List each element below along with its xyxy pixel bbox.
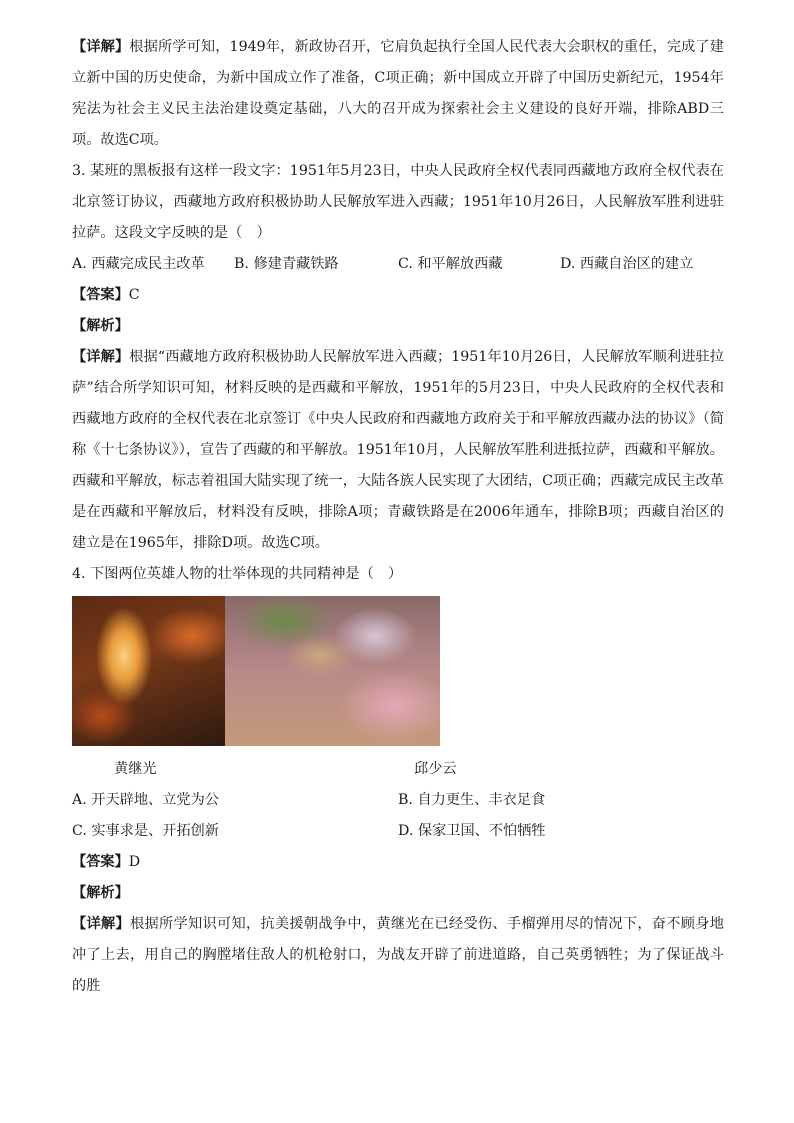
detail-text: 根据所学可知，1949年，新政协召开，它肩负起执行全国人民代表大会职权的重任，完成了建立新中国的历史使命，为新中国成立作了准备，C项正确；新中国成立开辟了中国历史新纪元，1954年宪法为社会主义民主法治建设奠定基础，八大的召开成为探索社会主义建设的良好开端，排除ABD三项。故选C项。 <box>72 39 724 148</box>
q4-analysis-heading <box>72 878 724 909</box>
caption-right: 邱少云 <box>414 761 457 777</box>
detail-text: 根据“西藏地方政府积极协助人民解放军进入西藏；1951年10月26日，人民解放军顺利进驻拉萨”结合所学知识可知，材料反映的是西藏和平解放，1951年的5月23日，中央人民政府的全权代表和西藏地方政府的全权代表在北京签订《中央人民政府和西藏地方政府关于和平解放西藏办法的协议》（简称《十七条协议》），宣告了西藏的和平解放。1951年10月，人民解放军胜利进抵拉萨，西藏和平解放。西藏和平解放，标志着祖国大陆实现了统一，大陆各族人民实现了大团结，C项正确；西藏完成民主改革是在西藏和平解放后，材料没有反映，排除A项；青藏铁路是在2006年通车，排除B项；西藏自治区的建立是在1965年，排除D项。故选C项。 <box>72 349 724 551</box>
qiu-shaoyun-painting <box>225 596 440 746</box>
q4-option-a: A. 开天辟地、立党为公 <box>72 792 219 808</box>
analysis-tag: 【解析】 <box>72 318 129 334</box>
answer-value: D <box>128 854 141 870</box>
answer-value: C <box>128 287 140 303</box>
detail-tag: 【详解】 <box>72 39 130 55</box>
q3-option-b: B. 修建青藏铁路 <box>234 256 339 272</box>
q3-answer <box>72 280 724 311</box>
q3-analysis-heading <box>72 311 724 342</box>
q4-explanation <box>72 909 724 1002</box>
q4-option-d: D. 保家卫国、不怕牺牲 <box>398 823 546 839</box>
document-page <box>72 32 724 1002</box>
analysis-tag: 【解析】 <box>72 885 129 901</box>
q4-option-b: B. 自力更生、丰衣足食 <box>398 792 546 808</box>
q4-option-c: C. 实事求是、开拓创新 <box>72 823 220 839</box>
q3-option-d: D. 西藏自治区的建立 <box>560 256 694 272</box>
q3-stem: 3. 某班的黑板报有这样一段文字：1951年5月23日，中央人民政府全权代表同西藏地方政府全权代表在北京签订协议，西藏地方政府积极协助人民解放军进入西藏；1951年10月26日，人民解放军胜利进驻拉萨。这段文字反映的是（ ） <box>72 163 724 241</box>
hero-figure <box>72 596 724 746</box>
q2-explanation <box>72 32 724 156</box>
q3-explanation <box>72 342 724 559</box>
caption-left: 黄继光 <box>114 761 157 777</box>
q4-answer <box>72 847 724 878</box>
answer-tag: 【答案】 <box>72 287 129 303</box>
detail-tag: 【详解】 <box>72 916 130 932</box>
q3-options <box>72 249 724 280</box>
huang-jiguang-painting <box>72 596 225 746</box>
detail-tag: 【详解】 <box>72 349 130 365</box>
answer-tag: 【答案】 <box>72 854 129 870</box>
figure-captions <box>72 754 724 785</box>
q3-option-a: A. 西藏完成民主改革 <box>72 256 205 272</box>
q4-stem: 4. 下图两位英雄人物的壮举体现的共同精神是（ ） <box>72 566 403 582</box>
q4-options <box>72 785 724 847</box>
q3-option-c: C. 和平解放西藏 <box>398 256 503 272</box>
detail-text: 根据所学知识可知，抗美援朝战争中，黄继光在已经受伤、手榴弹用尽的情况下，奋不顾身地冲了上去，用自己的胸膛堵住敌人的机枪射口，为战友开辟了前进道路，自己英勇牺牲；为了保证战斗的胜 <box>72 916 724 994</box>
